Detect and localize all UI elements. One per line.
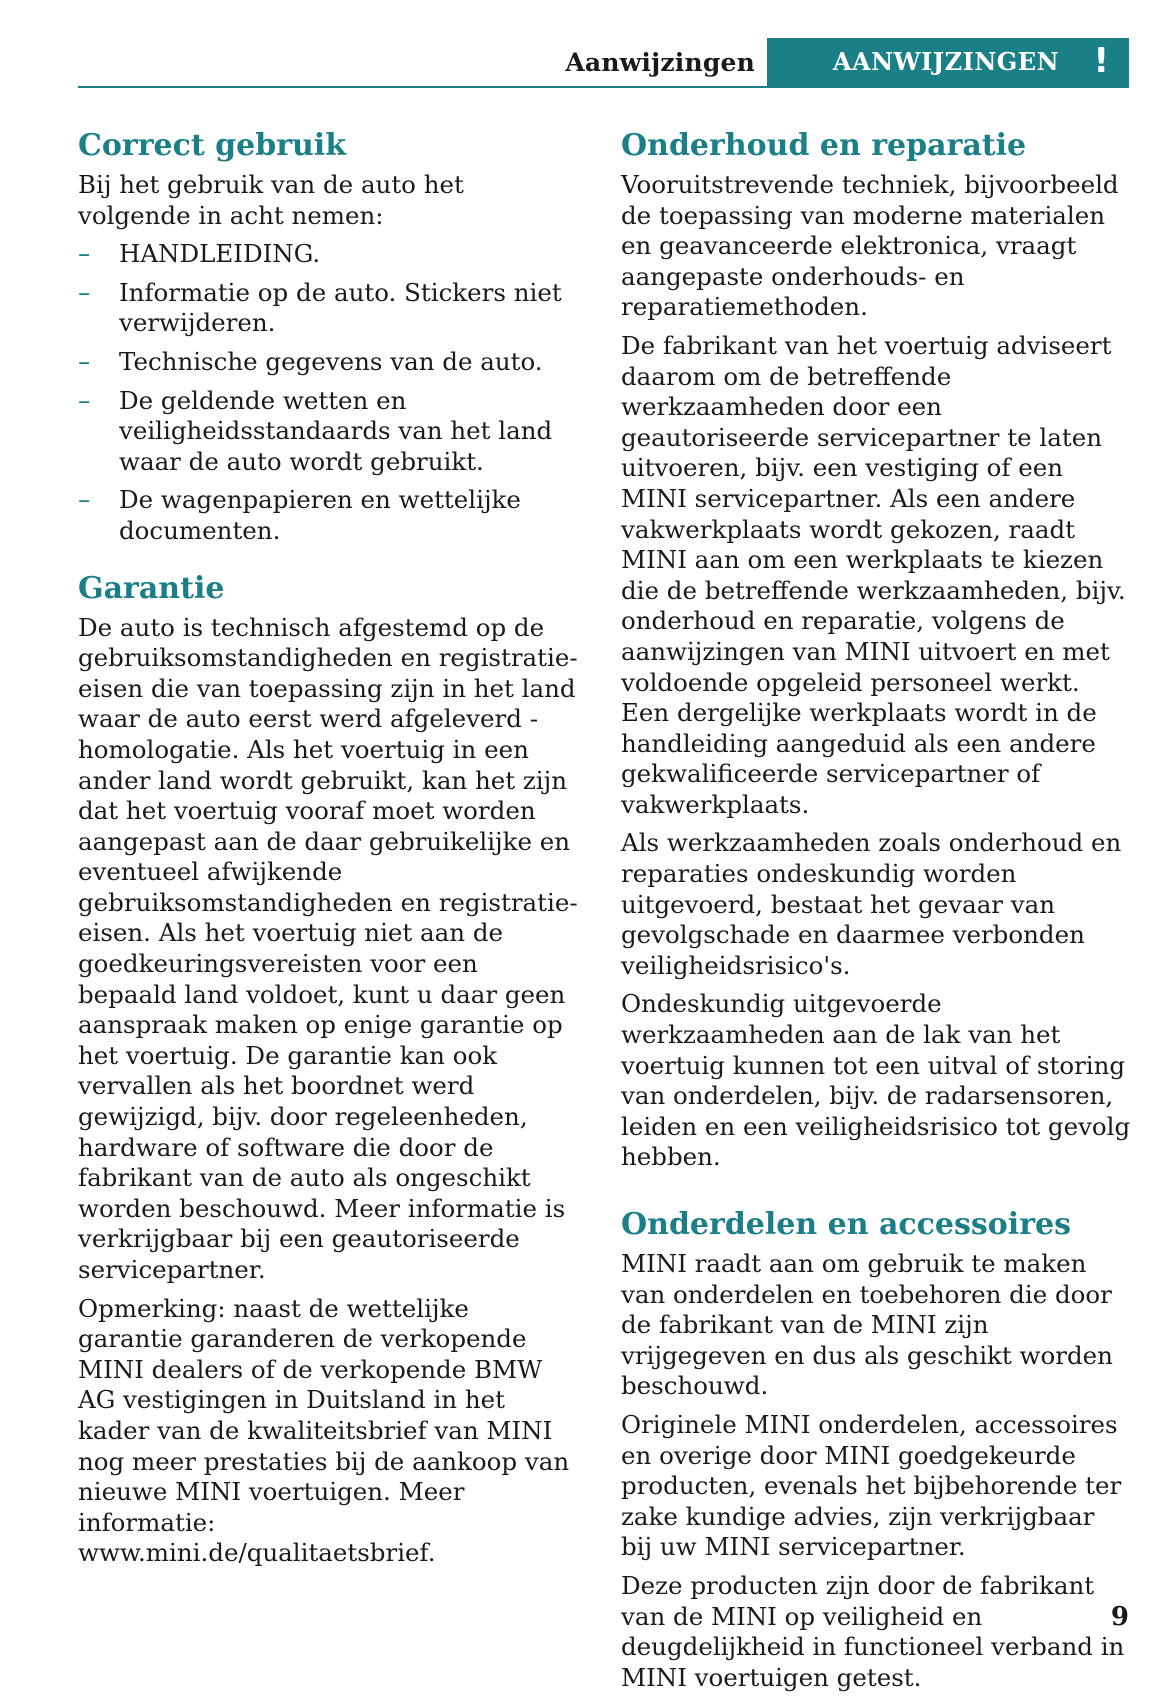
section-onderdelen <box>621 1205 1131 1693</box>
section-onderhoud <box>621 126 1131 1173</box>
garantie-paragraph-2: Opmerking: naast de wettelijke garantie garanderen de verkopende MINI dealers of de verkopende BMW AG vestigingen in Duitsland in het kader van de kwaliteitsbrief van MINI nog meer prestaties bij de aankoop van nieuwe MINI voertuigen. Meer informatie: www.mini.de/qualitaetsbrief. <box>78 1293 570 1568</box>
list-item-text: HANDLEIDING. <box>119 239 321 269</box>
list-item <box>78 485 578 546</box>
dash-icon: – <box>78 277 91 307</box>
header-section-title: Aanwijzingen <box>565 48 755 77</box>
onderhoud-paragraph-4: Ondeskundig uitgevoerde werkzaamheden aan de lak van het voertuig kunnen tot een uitval of storing van onderdelen, bijv. de radarsensoren, leiden en een veiligheidsrisico tot gevolg hebben. <box>621 989 1131 1172</box>
page-header <box>78 38 1129 88</box>
list-item <box>78 278 578 339</box>
onderhoud-paragraph-3: Als werkzaamheden zoals onderhoud en reparaties ondeskundig worden uitgevoerd, bestaat het gevaar van gevolgschade en daarmee verbonden veiligheidsrisico's. <box>621 828 1122 980</box>
onderdelen-paragraph-2: Originele MINI onderdelen, accessoires en overige door MINI goedgekeurde producten, evenals het bijbehorende ter zake kundige advies, zijn verkrijgbaar bij uw MINI servicepartner. <box>621 1409 1122 1562</box>
heading-onderdelen: Onderdelen en accessoires <box>621 1207 1071 1242</box>
garantie-paragraph-1: De auto is technisch afgestemd op de gebruiksomstandigheden en registratie-eisen die van toepassing zijn in het land waar de auto eerst werd afgeleverd - homologatie. Als het voertuig in een ander land wordt gebruikt, kan het zijn dat het voertuig vooraf moet worden aangepast aan de daar gebruikelijke en eventueel afwijkende gebruiksomstandigheden en registratie-eisen. Als het voertuig niet aan de goedkeuringsvereisten voor een bepaald land voldoet, kunt u daar geen aanspraak maken op enige garantie op het voertuig. De garantie kan ook vervallen als het boordnet werd gewijzigd, bijv. door regeleenheden, hardware of software die door de fabrikant van de auto als ongeschikt worden beschouwd. Meer informatie is verkrijgbaar bij een geautoriseerde servicepartner. <box>78 612 578 1284</box>
header-chapter-label: AANWIJZINGEN <box>832 47 1059 76</box>
section-garantie <box>78 569 578 1569</box>
list-item-text: Informatie op de auto. Stickers niet verwijderen. <box>119 277 562 338</box>
list-item-text: De geldende wetten en veiligheidsstandaards van het land waar de auto wordt gebruikt. <box>119 385 553 476</box>
list-item <box>78 239 578 270</box>
heading-correct-gebruik: Correct gebruik <box>78 128 346 163</box>
dash-list <box>78 239 578 546</box>
heading-onderhoud: Onderhoud en reparatie <box>621 128 1027 163</box>
onderhoud-paragraph-1: Vooruitstrevende techniek, bijvoorbeeld de toepassing van moderne materialen en geavanceerde elektronica, vraagt aangepaste onderhouds- en reparatiemethoden. <box>621 170 1119 322</box>
section-correct-gebruik <box>78 126 578 547</box>
right-column <box>621 126 1131 1701</box>
onderdelen-paragraph-1: MINI raadt aan om gebruik te maken van onderdelen en toebehoren die door de fabrikant van de MINI zijn vrijgegeven en dus als geschikt worden beschouwd. <box>621 1249 1113 1401</box>
onderhoud-paragraph-2: De fabrikant van het voertuig adviseert daarom om de betreffende werkzaamheden door een geautoriseerde servicepartner te laten uitvoeren, bijv. een vestiging of een MINI servicepartner. Als een andere vakwerkplaats wordt gekozen, raadt MINI aan om een werkplaats te kiezen die de betreffende werkzaamheden, bijv. onderhoud en reparatie, volgens de aanwijzingen van MINI uitvoert en met voldoende opgeleid personeel werkt. Een dergelijke werkplaats wordt in de handleiding aangeduid als een andere gekwalificeerde servicepartner of vakwerkplaats. <box>621 330 1126 819</box>
onderdelen-paragraph-3: Deze producten zijn door de fabrikant van de MINI op veiligheid en deugdelijkheid in functioneel verband in MINI voertuigen getest. <box>621 1570 1125 1692</box>
dash-icon: – <box>78 485 91 515</box>
intro-text: Bij het gebruik van de auto het volgende in acht nemen: <box>78 170 464 230</box>
list-item <box>78 386 578 478</box>
header-chapter-tab <box>767 38 1129 86</box>
heading-garantie: Garantie <box>78 570 225 606</box>
dash-icon: – <box>78 239 91 269</box>
list-item <box>78 347 578 378</box>
list-item-text: Technische gegevens van de auto. <box>119 346 543 376</box>
dash-icon: – <box>78 385 91 415</box>
left-column <box>78 126 578 1577</box>
list-item-text: De wagenpapieren en wettelijke documenten. <box>119 485 521 545</box>
page-number: 9 <box>1110 1602 1129 1632</box>
exclamation-icon: ! <box>1093 41 1109 81</box>
dash-icon: – <box>78 346 91 376</box>
